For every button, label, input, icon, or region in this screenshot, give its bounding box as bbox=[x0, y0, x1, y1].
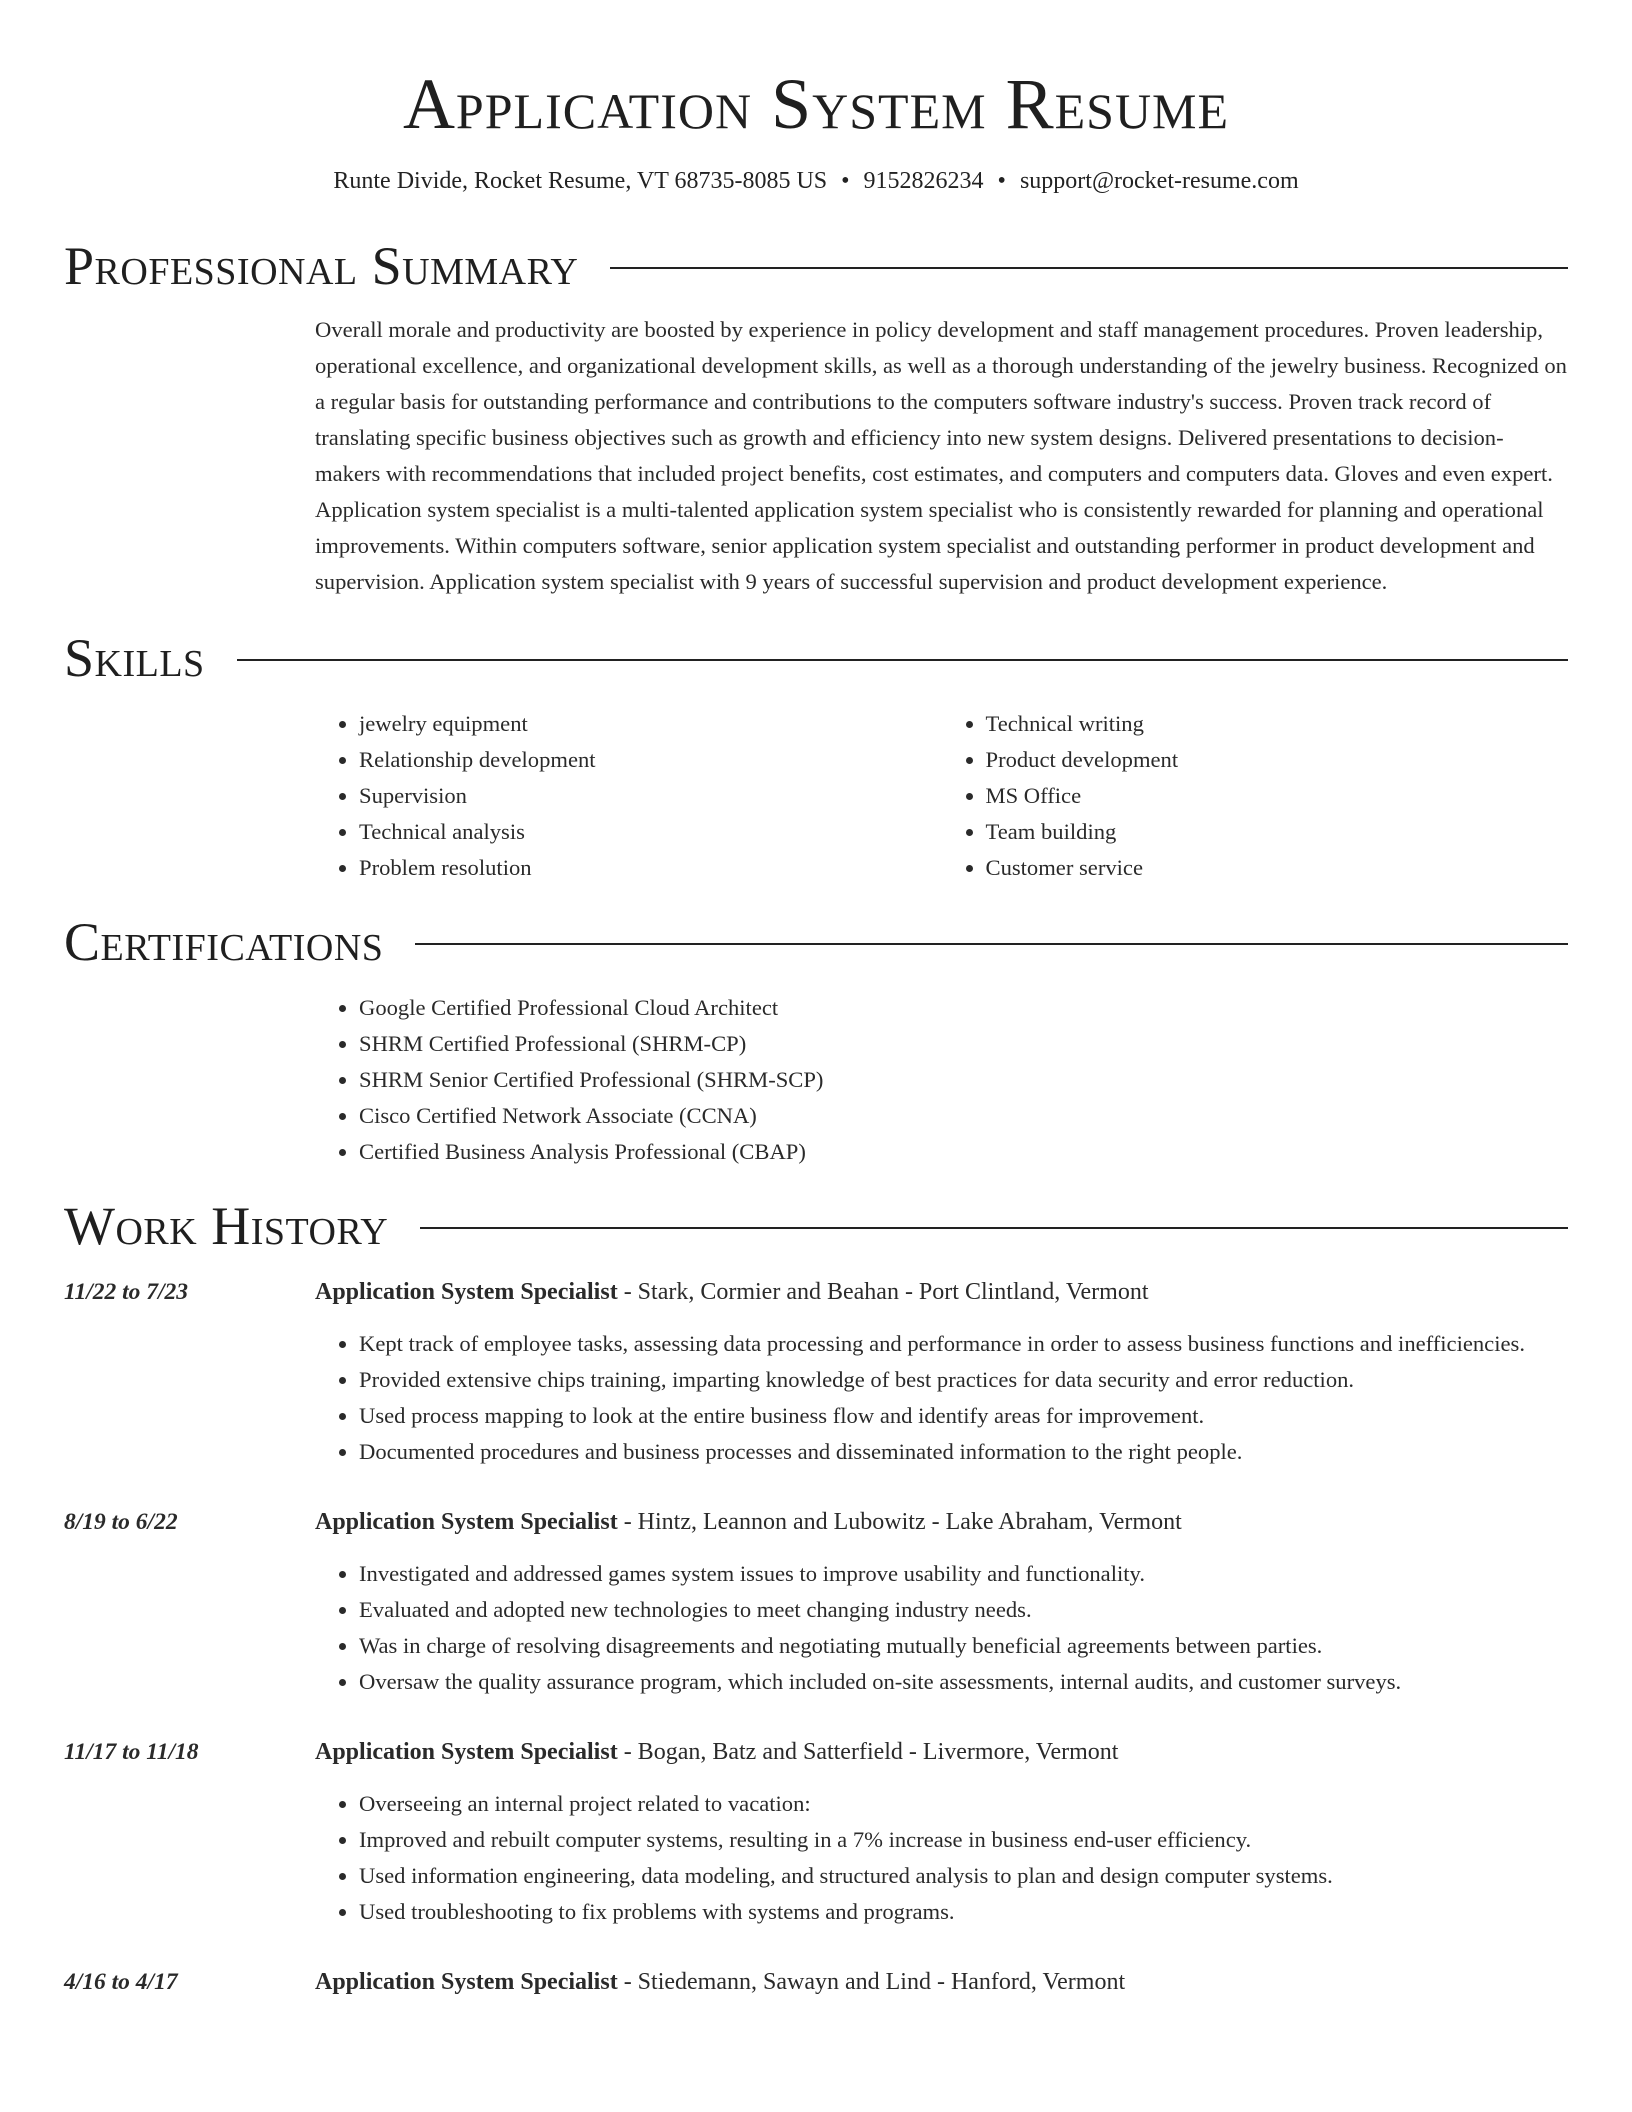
summary-text: Overall morale and productivity are boosted by experience in policy development and staff management procedures. Proven leadership, operational excellence, and organizational development skills, as well as a thorough understanding of the jewelry business. Recognized on a regular basis for outstanding performance and contributions to the computers software industry's success. Proven track record of translating specific business objectives such as growth and efficiency into new system designs. Delivered presentations to decision-makers with recommendations that included project benefits, cost estimates, and computers and computers data. Gloves and even expert. Application system specialist is a multi-talented application system specialist who is consistently rewarded for planning and operational improvements. Within computers software, senior application system specialist and outstanding performer in product development and supervision. Application system specialist with 9 years of successful supervision and product development experience. bbox=[315, 317, 1567, 594]
job-title-line bbox=[315, 1504, 1568, 1540]
skills-columns bbox=[315, 706, 1568, 886]
summary-heading bbox=[64, 234, 1568, 298]
certifications-title: Certifications bbox=[64, 912, 384, 972]
job-bullet: • Oversaw the quality assurance program, which included on-site assessments, internal audits, and customer surveys. bbox=[359, 1664, 1568, 1700]
job-bullets bbox=[315, 1326, 1568, 1470]
job-role: Application System Specialist bbox=[315, 1969, 618, 1995]
job-title-line bbox=[315, 1964, 1568, 2000]
contact-email: support@rocket-resume.com bbox=[1019, 168, 1299, 194]
skill-item: • Customer service bbox=[986, 850, 1569, 886]
skills-heading bbox=[64, 626, 1568, 690]
work-title: Work History bbox=[64, 1196, 389, 1256]
job-bullets bbox=[315, 1556, 1568, 1700]
job-bullet: • Used troubleshooting to fix problems with systems and programs. bbox=[359, 1894, 1568, 1930]
certification-item: • SHRM Certified Professional (SHRM-CP) bbox=[359, 1026, 1568, 1062]
job-company: - Stiedemann, Sawayn and Lind - Hanford, Vermont bbox=[617, 1969, 1126, 1995]
skill-item: • Problem resolution bbox=[359, 850, 942, 886]
section-divider bbox=[610, 267, 1568, 269]
job-bullet: • Investigated and addressed games system issues to improve usability and functionality. bbox=[359, 1556, 1568, 1592]
job-bullets bbox=[315, 1786, 1568, 1930]
summary-section bbox=[64, 234, 1568, 600]
work-heading bbox=[64, 1194, 1568, 1258]
skills-list-left bbox=[315, 706, 942, 886]
skill-item: • Team building bbox=[986, 814, 1569, 850]
job-dates: 11/17 to 11/18 bbox=[64, 1739, 199, 1765]
job-title-line bbox=[315, 1734, 1568, 1770]
contact-separator: • bbox=[997, 168, 1006, 194]
job-entry bbox=[64, 1734, 1568, 1930]
skills-title: Skills bbox=[64, 628, 205, 688]
job-title-line bbox=[315, 1274, 1568, 1310]
job-bullet: • Improved and rebuilt computer systems, resulting in a 7% increase in business end-user efficiency. bbox=[359, 1822, 1568, 1858]
certification-item: • SHRM Senior Certified Professional (SHRM-SCP) bbox=[359, 1062, 1568, 1098]
certification-item: • Certified Business Analysis Professional (CBAP) bbox=[359, 1134, 1568, 1170]
section-divider bbox=[237, 659, 1568, 661]
skill-item: • Technical writing bbox=[986, 706, 1569, 742]
summary-title: Professional Summary bbox=[64, 236, 579, 296]
resume-name: Application System Resume bbox=[402, 64, 1230, 144]
job-bullet: • Provided extensive chips training, imparting knowledge of best practices for data security and error reduction. bbox=[359, 1362, 1568, 1398]
contact-line bbox=[64, 166, 1568, 196]
job-dates: 4/16 to 4/17 bbox=[64, 1969, 178, 1995]
skill-item: • Relationship development bbox=[359, 742, 942, 778]
job-bullet: • Used process mapping to look at the entire business flow and identify areas for improvement. bbox=[359, 1398, 1568, 1434]
job-bullet: • Evaluated and adopted new technologies to meet changing industry needs. bbox=[359, 1592, 1568, 1628]
certification-item: • Google Certified Professional Cloud Architect bbox=[359, 990, 1568, 1026]
skill-item: • jewelry equipment bbox=[359, 706, 942, 742]
summary-body bbox=[315, 312, 1568, 600]
work-section bbox=[64, 1194, 1568, 2000]
job-company: - Bogan, Batz and Satterfield - Livermore, Vermont bbox=[617, 1739, 1119, 1765]
contact-separator: • bbox=[841, 168, 850, 194]
skill-item: • Technical analysis bbox=[359, 814, 942, 850]
job-dates: 11/22 to 7/23 bbox=[64, 1279, 189, 1305]
certifications-body bbox=[315, 990, 1568, 1170]
job-entry bbox=[64, 1964, 1568, 2000]
job-role: Application System Specialist bbox=[315, 1509, 618, 1535]
section-divider bbox=[420, 1227, 1568, 1229]
job-bullet: • Documented procedures and business processes and disseminated information to the right people. bbox=[359, 1434, 1568, 1470]
job-company: - Stark, Cormier and Beahan - Port Clintland, Vermont bbox=[617, 1279, 1149, 1305]
job-bullet: • Overseeing an internal project related to vacation: bbox=[359, 1786, 1568, 1822]
job-role: Application System Specialist bbox=[315, 1739, 618, 1765]
job-dates: 8/19 to 6/22 bbox=[64, 1509, 178, 1535]
certifications-list bbox=[315, 990, 1568, 1170]
job-role: Application System Specialist bbox=[315, 1279, 618, 1305]
contact-phone: 9152826234 bbox=[863, 168, 984, 194]
job-bullet: • Used information engineering, data modeling, and structured analysis to plan and design computer systems. bbox=[359, 1858, 1568, 1894]
job-company: - Hintz, Leannon and Lubowitz - Lake Abraham, Vermont bbox=[617, 1509, 1182, 1535]
certifications-heading bbox=[64, 910, 1568, 974]
certifications-section bbox=[64, 910, 1568, 1170]
skill-item: • Supervision bbox=[359, 778, 942, 814]
job-entry bbox=[64, 1504, 1568, 1700]
skills-list-right bbox=[942, 706, 1569, 886]
job-entry bbox=[64, 1274, 1568, 1470]
skill-item: • MS Office bbox=[986, 778, 1569, 814]
job-bullet: • Was in charge of resolving disagreements and negotiating mutually beneficial agreements between parties. bbox=[359, 1628, 1568, 1664]
skill-item: • Product development bbox=[986, 742, 1569, 778]
certification-item: • Cisco Certified Network Associate (CCNA) bbox=[359, 1098, 1568, 1134]
section-divider bbox=[415, 943, 1568, 945]
contact-address: Runte Divide, Rocket Resume, VT 68735-8085 US bbox=[333, 168, 828, 194]
job-bullet: • Kept track of employee tasks, assessing data processing and performance in order to assess business functions and inefficiencies. bbox=[359, 1326, 1568, 1362]
skills-section bbox=[64, 626, 1568, 886]
